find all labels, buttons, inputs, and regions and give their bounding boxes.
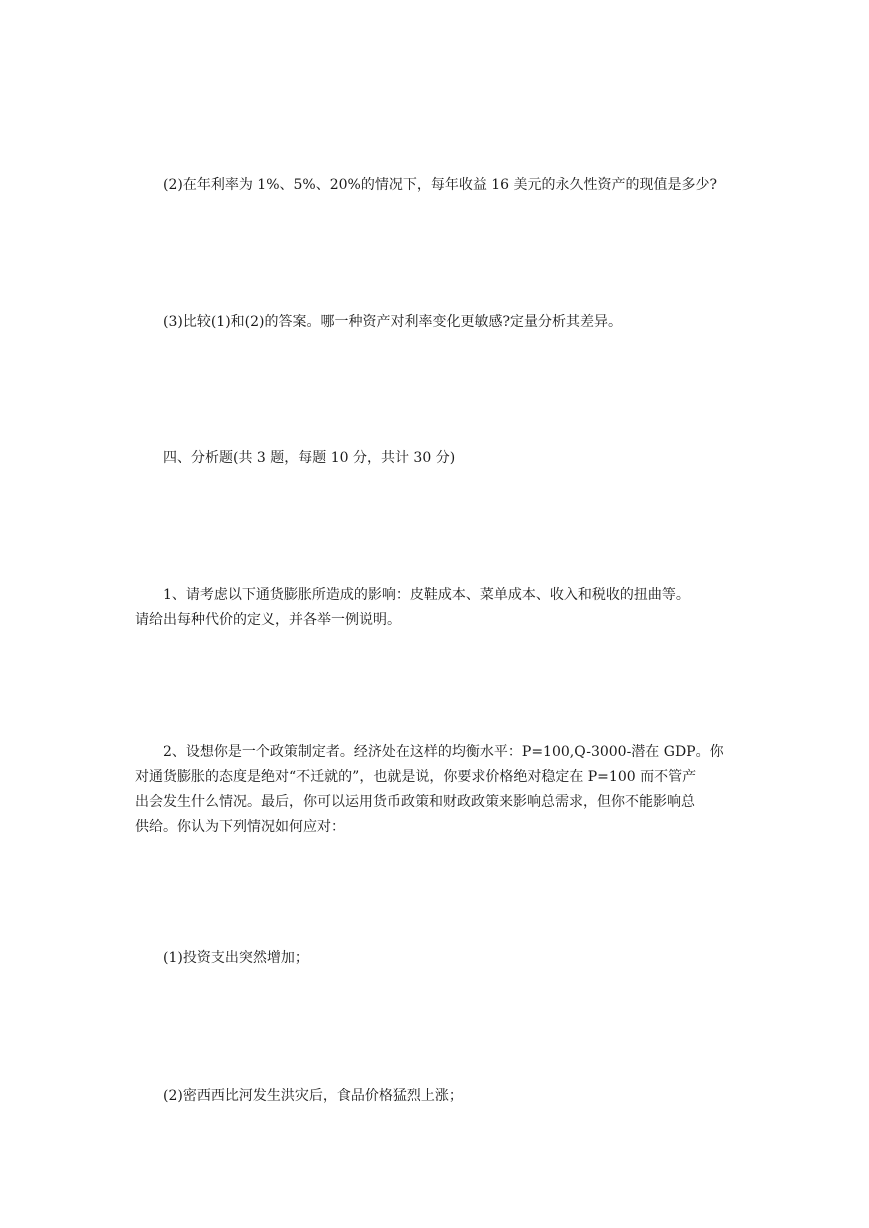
question-2-part-3: (3)比较(1)和(2)的答案。哪一种资产对利率变化更敏感?定量分析其差异。 xyxy=(163,314,622,330)
section-heading-analysis: 四、分析题(共 3 题，每题 10 分，共计 30 分) xyxy=(163,450,456,466)
analysis-question-1: 1、请考虑以下通货膨胀所造成的影响：皮鞋成本、菜单成本、收入和税收的扭曲等。 请给出每种代价的定义，并各举一例说明。 xyxy=(135,587,690,628)
question-2-part-2: (2)在年利率为 1%、5%、20%的情况下，每年收益 16 美元的永久性资产的现值是多少? xyxy=(163,177,718,193)
analysis-question-2-sub-2: (2)密西西比河发生洪灾后，食品价格猛烈上涨； xyxy=(163,1088,463,1104)
analysis-question-2: 2、设想你是一个政策制定者。经济处在这样的均衡水平：P=100,Q-3000-潜在 GDP。你 对通货膨胀的态度是绝对“不迁就的”，也就是说，你要求价格绝对稳定在 P=100 而不管产 出会发生什么情况。最后，你可以运用货币政策和财政政策来影响总需求，但你不能影响总 供给。你认为下列情况如何应对： xyxy=(135,744,724,835)
analysis-question-2-sub-1: (1)投资支出突然增加； xyxy=(163,950,309,966)
